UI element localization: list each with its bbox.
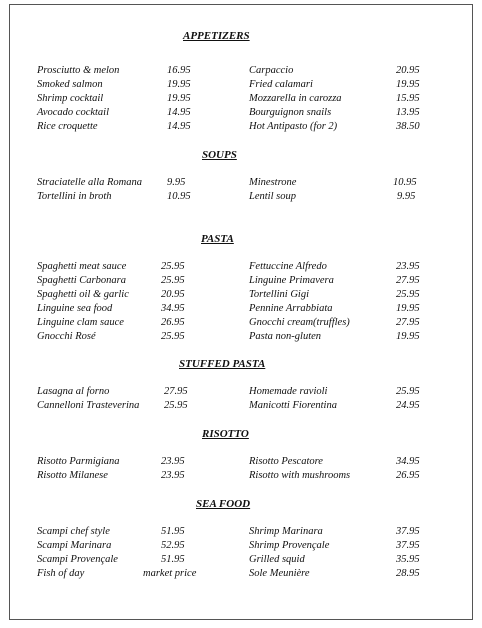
- section-heading-stuffed-pasta: STUFFED PASTA: [179, 358, 266, 370]
- menu-item-price: 19.95: [167, 79, 191, 90]
- menu-item-name: Homemade ravioli: [249, 386, 328, 397]
- menu-item-name: Spaghetti oil & garlic: [37, 289, 129, 300]
- section-heading-soups: SOUPS: [202, 149, 237, 161]
- menu-item-name: Sole Meunière: [249, 568, 310, 579]
- menu-item-price: 34.95: [161, 303, 185, 314]
- menu-item-name: Prosciutto & melon: [37, 65, 120, 76]
- menu-item-name: Spaghetti Carbonara: [37, 275, 126, 286]
- section-heading-pasta: PASTA: [201, 233, 234, 245]
- menu-item-name: Pennine Arrabbiata: [249, 303, 333, 314]
- menu-item-price: 23.95: [161, 470, 185, 481]
- menu-item-price: 14.95: [167, 107, 191, 118]
- section-heading-risotto: RISOTTO: [202, 428, 249, 440]
- menu-item-price: 37.95: [396, 526, 420, 537]
- menu-item-price: 25.95: [396, 386, 420, 397]
- menu-item-price: 27.95: [396, 275, 420, 286]
- menu-item-name: Lentil soup: [249, 191, 296, 202]
- menu-item-price: 10.95: [167, 191, 191, 202]
- menu-item-price: 27.95: [396, 317, 420, 328]
- menu-item-price: 23.95: [396, 261, 420, 272]
- menu-item-name: Mozzarella in carozza: [249, 93, 342, 104]
- menu-item-price: 19.95: [396, 79, 420, 90]
- menu-item-price: market price: [143, 568, 197, 579]
- menu-item-price: 19.95: [396, 303, 420, 314]
- menu-item-price: 35.95: [396, 554, 420, 565]
- menu-item-name: Scampi Marinara: [37, 540, 112, 551]
- menu-item-price: 20.95: [161, 289, 185, 300]
- menu-item-name: Shrimp Provençale: [249, 540, 330, 551]
- menu-item-name: Avocado cocktail: [37, 107, 110, 118]
- menu-item-name: Fettuccine Alfredo: [249, 261, 327, 272]
- menu-item-price: 25.95: [164, 400, 188, 411]
- menu-item-name: Risotto Parmigiana: [37, 456, 120, 467]
- menu-item-price: 37.95: [396, 540, 420, 551]
- menu-item-price: 9.95: [397, 191, 416, 202]
- menu-item-name: Pasta non-gluten: [249, 331, 322, 342]
- menu-item-price: 9.95: [167, 177, 186, 188]
- menu-item-price: 51.95: [161, 554, 185, 565]
- menu-item-name: Minestrone: [249, 177, 297, 188]
- menu-item-name: Fried calamari: [249, 79, 313, 90]
- menu-item-name: Shrimp Marinara: [249, 526, 323, 537]
- menu-item-name: Linguine Primavera: [249, 275, 334, 286]
- menu-item-price: 15.95: [396, 93, 420, 104]
- menu-item-price: 23.95: [161, 456, 185, 467]
- menu-item-name: Shrimp cocktail: [37, 93, 104, 104]
- menu-item-price: 52.95: [161, 540, 185, 551]
- menu-item-name: Risotto Milanese: [37, 470, 108, 481]
- menu-item-name: Scampi chef style: [37, 526, 110, 537]
- menu-page: [9, 4, 473, 620]
- menu-item-name: Fish of day: [37, 568, 85, 579]
- menu-item-name: Spaghetti meat sauce: [37, 261, 127, 272]
- menu-item-price: 51.95: [161, 526, 185, 537]
- menu-item-price: 24.95: [396, 400, 420, 411]
- menu-item-price: 25.95: [396, 289, 420, 300]
- menu-item-price: 27.95: [164, 386, 188, 397]
- menu-item-price: 26.95: [396, 470, 420, 481]
- menu-item-name: Risotto Pescatore: [249, 456, 323, 467]
- menu-item-name: Carpaccio: [249, 65, 294, 76]
- menu-item-price: 16.95: [167, 65, 191, 76]
- menu-item-price: 20.95: [396, 65, 420, 76]
- menu-item-price: 19.95: [167, 93, 191, 104]
- menu-item-name: Manicotti Fiorentina: [249, 400, 337, 411]
- menu-item-name: Rice croquette: [37, 121, 98, 132]
- menu-item-price: 38.50: [396, 121, 420, 132]
- menu-item-name: Risotto with mushrooms: [249, 470, 351, 481]
- menu-item-name: Gnocchi Rosé: [37, 331, 96, 342]
- menu-item-name: Linguine clam sauce: [37, 317, 124, 328]
- section-heading-appetizers: APPETIZERS: [183, 30, 250, 42]
- section-heading-sea-food: SEA FOOD: [196, 498, 251, 510]
- menu-item-name: Cannelloni Trasteverina: [37, 400, 140, 411]
- menu-item-name: Hot Antipasto (for 2): [249, 121, 338, 132]
- menu-item-price: 13.95: [396, 107, 420, 118]
- menu-item-price: 14.95: [167, 121, 191, 132]
- menu-item-price: 26.95: [161, 317, 185, 328]
- menu-item-name: Smoked salmon: [37, 79, 103, 90]
- menu-item-name: Tortellini in broth: [37, 191, 112, 202]
- menu-item-name: Lasagna al forno: [37, 386, 110, 397]
- menu-item-price: 25.95: [161, 275, 185, 286]
- menu-item-name: Grilled squid: [249, 554, 305, 565]
- menu-item-name: Scampi Provençale: [37, 554, 118, 565]
- menu-item-name: Linguine sea food: [37, 303, 113, 314]
- menu-item-name: Gnocchi cream(truffles): [249, 317, 350, 328]
- menu-item-name: Straciatelle alla Romana: [37, 177, 142, 188]
- menu-item-price: 10.95: [393, 177, 417, 188]
- menu-item-price: 34.95: [396, 456, 420, 467]
- menu-item-name: Tortellini Gigi: [249, 289, 310, 300]
- menu-item-price: 19.95: [396, 331, 420, 342]
- menu-item-price: 28.95: [396, 568, 420, 579]
- menu-item-price: 25.95: [161, 331, 185, 342]
- menu-item-name: Bourguignon snails: [249, 107, 332, 118]
- menu-item-price: 25.95: [161, 261, 185, 272]
